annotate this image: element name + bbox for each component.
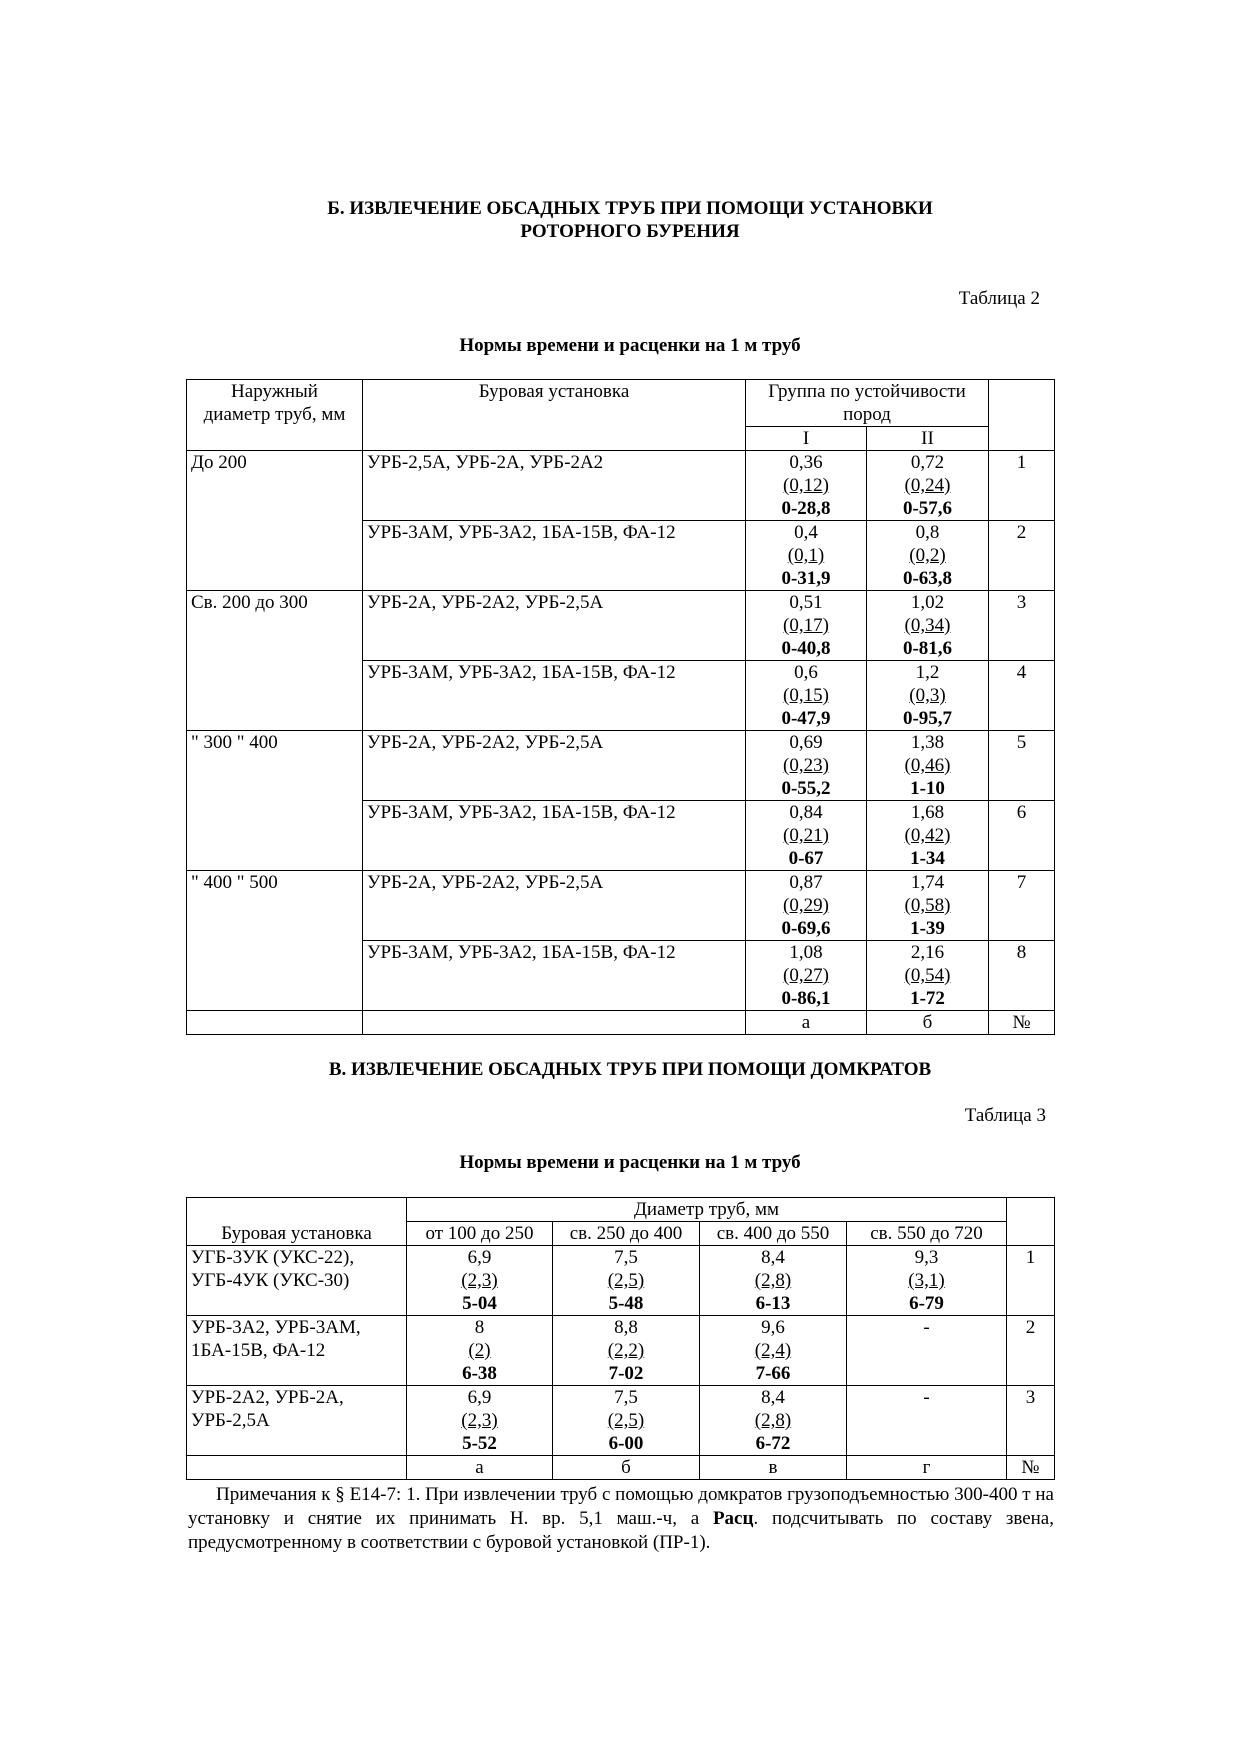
machine-hours: (2,4) xyxy=(754,1340,792,1361)
header-rig: Буровая установка xyxy=(187,1198,407,1246)
table-3-header-row xyxy=(187,1198,1055,1222)
rig-cell: УРБ-2А, УРБ-2А2, УРБ-2,5А xyxy=(363,591,746,661)
machine-hours: (2,2) xyxy=(607,1340,645,1361)
row-number: 8 xyxy=(989,941,1055,1011)
diameter-cell: До 200 xyxy=(187,451,363,591)
header-rock-group-line1: Группа по устойчивости xyxy=(768,381,966,402)
diameter-cell: " 400 " 500 xyxy=(187,871,363,1011)
footer-col-a: а xyxy=(746,1011,867,1035)
notes-paragraph xyxy=(188,1483,1054,1555)
group-1-cell xyxy=(746,591,867,661)
norm-value: 6,9 xyxy=(467,1247,492,1268)
header-diameter-line2: диаметр труб, мм xyxy=(203,404,346,425)
rate-value: 0-57,6 xyxy=(902,498,953,519)
diameter-value-cell xyxy=(407,1386,553,1456)
row-number: 1 xyxy=(1007,1246,1055,1316)
table-3-caption: Нормы времени и расценки на 1 м труб xyxy=(459,1152,801,1173)
row-number: 6 xyxy=(989,801,1055,871)
rig-name-line: 1БА-15В, ФА-12 xyxy=(191,1340,326,1361)
table-row xyxy=(187,871,1055,941)
header-diameter: Диаметр труб, мм xyxy=(407,1198,1007,1222)
table-2-caption: Нормы времени и расценки на 1 м труб xyxy=(459,335,801,356)
norm-value: 0,4 xyxy=(794,522,818,543)
diameter-value-cell xyxy=(553,1316,700,1386)
header-diameter-col: св. 400 до 550 xyxy=(700,1222,847,1246)
norm-value: 0,36 xyxy=(789,452,823,473)
header-group-1: I xyxy=(746,427,867,451)
table-2-footer-row xyxy=(187,1011,1055,1035)
rig-cell xyxy=(187,1316,407,1386)
norm-value: 2,16 xyxy=(910,942,945,963)
rig-name-line: УГБ-4УК (УКС-30) xyxy=(191,1270,350,1291)
table-row xyxy=(187,451,1055,521)
machine-hours: (0,17) xyxy=(783,615,829,636)
machine-hours: (2,3) xyxy=(461,1410,498,1431)
rate-value: 5-48 xyxy=(608,1293,644,1314)
diameter-value-cell xyxy=(847,1316,1007,1386)
rig-cell: УРБ-3АМ, УРБ-3А2, 1БА-15В, ФА-12 xyxy=(363,661,746,731)
header-rig: Буровая установка xyxy=(363,380,746,451)
norm-value: 0,72 xyxy=(910,452,945,473)
diameter-cell: " 300 " 400 xyxy=(187,731,363,871)
table-3 xyxy=(186,1197,1055,1480)
norm-value: 0,6 xyxy=(794,662,818,683)
rate-value: 7-66 xyxy=(755,1363,791,1384)
norm-value: 9,6 xyxy=(761,1317,785,1338)
machine-hours: (2,8) xyxy=(754,1270,792,1291)
norm-value: - xyxy=(923,1387,930,1408)
table-3-footer-row xyxy=(187,1456,1055,1480)
machine-hours: (3,1) xyxy=(908,1270,945,1291)
norm-value: - xyxy=(923,1317,930,1338)
machine-hours: (0,29) xyxy=(783,895,829,916)
notes-bold-term: Расц xyxy=(712,1508,754,1529)
rate-value: 0-67 xyxy=(788,848,824,869)
footer-col-label: г xyxy=(847,1456,1007,1480)
machine-hours: (0,21) xyxy=(783,825,829,846)
diameter-value-cell xyxy=(700,1386,847,1456)
machine-hours: (0,1) xyxy=(787,545,825,566)
diameter-value-cell xyxy=(553,1246,700,1316)
header-group-2: II xyxy=(867,427,989,451)
table-row xyxy=(187,1316,1055,1386)
row-number: 2 xyxy=(1007,1316,1055,1386)
machine-hours: (2,8) xyxy=(754,1410,792,1431)
diameter-value-cell xyxy=(847,1386,1007,1456)
rate-value: 6-00 xyxy=(608,1433,644,1454)
group-2-cell xyxy=(867,801,989,871)
machine-hours: (0,12) xyxy=(783,475,829,496)
header-diameter-col: от 100 до 250 xyxy=(407,1222,553,1246)
header-empty-cell xyxy=(989,380,1055,451)
rate-value: 6-79 xyxy=(909,1293,944,1314)
rate-value: 0-31,9 xyxy=(781,568,831,589)
rig-cell: УРБ-2А, УРБ-2А2, УРБ-2,5А xyxy=(363,871,746,941)
norm-value: 7,5 xyxy=(614,1387,638,1408)
norm-value: 8,4 xyxy=(761,1247,785,1268)
norm-value: 8,8 xyxy=(614,1317,638,1338)
norm-value: 1,38 xyxy=(910,732,945,753)
group-1-cell xyxy=(746,801,867,871)
rate-value: 5-52 xyxy=(462,1433,497,1454)
machine-hours: (2,3) xyxy=(461,1270,498,1291)
norm-value: 0,8 xyxy=(915,522,940,543)
footer-empty-cell xyxy=(363,1011,746,1035)
row-number: 2 xyxy=(989,521,1055,591)
table-2-label: Таблица 2 xyxy=(958,288,1040,309)
machine-hours: (2,5) xyxy=(607,1410,645,1431)
norm-value: 9,3 xyxy=(914,1247,939,1268)
norm-value: 0,84 xyxy=(789,802,823,823)
section-b-title-line1: Б. ИЗВЛЕЧЕНИЕ ОБСАДНЫХ ТРУБ ПРИ ПОМОЩИ УСТАНОВКИ xyxy=(327,198,933,219)
rate-value: 6-13 xyxy=(755,1293,791,1314)
group-2-cell xyxy=(867,591,989,661)
header-diameter-col: св. 250 до 400 xyxy=(553,1222,700,1246)
footer-col-label: б xyxy=(553,1456,700,1480)
diameter-value-cell xyxy=(407,1316,553,1386)
section-b-title xyxy=(180,197,1080,243)
rig-cell xyxy=(187,1386,407,1456)
machine-hours: (0,15) xyxy=(783,685,829,706)
rate-value: 0-47,9 xyxy=(781,708,831,729)
group-2-cell xyxy=(867,451,989,521)
footer-col-b: б xyxy=(867,1011,989,1035)
row-number: 3 xyxy=(989,591,1055,661)
machine-hours: (0,24) xyxy=(904,475,951,496)
header-diameter xyxy=(187,380,363,451)
group-2-cell xyxy=(867,661,989,731)
group-1-cell xyxy=(746,521,867,591)
norm-value: 0,51 xyxy=(789,592,823,613)
rig-cell: УРБ-3АМ, УРБ-3А2, 1БА-15В, ФА-12 xyxy=(363,801,746,871)
header-diameter-line1: Наружный xyxy=(231,381,318,402)
table-row xyxy=(187,731,1055,801)
footer-empty-cell xyxy=(187,1011,363,1035)
section-b-title-line2: РОТОРНОГО БУРЕНИЯ xyxy=(520,221,740,242)
diameter-value-cell xyxy=(553,1386,700,1456)
rig-name-line: УРБ-3А2, УРБ-3АМ, xyxy=(191,1317,361,1338)
row-number: 7 xyxy=(989,871,1055,941)
header-rock-group xyxy=(746,380,989,427)
group-2-cell xyxy=(867,521,989,591)
diameter-value-cell xyxy=(700,1246,847,1316)
rate-value: 5-04 xyxy=(462,1293,497,1314)
machine-hours: (2,5) xyxy=(607,1270,645,1291)
header-rock-group-line2: пород xyxy=(843,404,891,425)
rate-value: 7-02 xyxy=(608,1363,644,1384)
row-number: 3 xyxy=(1007,1386,1055,1456)
group-2-cell xyxy=(867,871,989,941)
rate-value: 6-38 xyxy=(462,1363,497,1384)
machine-hours: (0,42) xyxy=(904,825,951,846)
row-number: 5 xyxy=(989,731,1055,801)
section-v-title: В. ИЗВЛЕЧЕНИЕ ОБСАДНЫХ ТРУБ ПРИ ПОМОЩИ ДОМКРАТОВ xyxy=(328,1059,932,1080)
rate-value: 0-95,7 xyxy=(902,708,953,729)
rate-value: 0-55,2 xyxy=(781,778,831,799)
group-1-cell xyxy=(746,661,867,731)
rate-value: 1-34 xyxy=(910,848,945,869)
footer-col-label: в xyxy=(700,1456,847,1480)
rig-name-line: УРБ-2,5А xyxy=(191,1410,270,1431)
norm-value: 0,87 xyxy=(789,872,823,893)
machine-hours: (0,34) xyxy=(904,615,951,636)
header-empty-cell xyxy=(1007,1198,1055,1246)
rig-cell: УРБ-2,5А, УРБ-2А, УРБ-2А2 xyxy=(363,451,746,521)
machine-hours: (0,46) xyxy=(904,755,951,776)
norm-value: 0,69 xyxy=(789,732,823,753)
rate-value: 0-28,8 xyxy=(781,498,831,519)
group-2-cell xyxy=(867,731,989,801)
diameter-cell: Св. 200 до 300 xyxy=(187,591,363,731)
norm-value: 1,68 xyxy=(910,802,945,823)
header-diameter-col: св. 550 до 720 xyxy=(847,1222,1007,1246)
rate-value: 6-72 xyxy=(755,1433,791,1454)
footer-empty-cell xyxy=(187,1456,407,1480)
group-1-cell xyxy=(746,871,867,941)
rig-cell: УРБ-3АМ, УРБ-3А2, 1БА-15В, ФА-12 xyxy=(363,521,746,591)
norm-value: 1,74 xyxy=(910,872,945,893)
group-1-cell xyxy=(746,941,867,1011)
table-row xyxy=(187,591,1055,661)
machine-hours: (0,23) xyxy=(783,755,829,776)
group-1-cell xyxy=(746,731,867,801)
rate-value: 0-69,6 xyxy=(781,918,831,939)
diameter-value-cell xyxy=(700,1316,847,1386)
rig-name-line: УРБ-2А2, УРБ-2А, xyxy=(191,1387,344,1408)
rate-value: 1-10 xyxy=(910,778,945,799)
machine-hours: (0,27) xyxy=(783,965,829,986)
machine-hours: (0,2) xyxy=(909,545,946,566)
table-3-label: Таблица 3 xyxy=(964,1105,1046,1126)
rig-cell: УРБ-2А, УРБ-2А2, УРБ-2,5А xyxy=(363,731,746,801)
table-2 xyxy=(186,379,1055,1035)
machine-hours: (2) xyxy=(468,1340,491,1361)
table-row xyxy=(187,1386,1055,1456)
rig-cell: УРБ-3АМ, УРБ-3А2, 1БА-15В, ФА-12 xyxy=(363,941,746,1011)
machine-hours: (0,54) xyxy=(904,965,951,986)
rate-value: 1-72 xyxy=(910,988,945,1009)
row-number: 1 xyxy=(989,451,1055,521)
rate-value: 0-40,8 xyxy=(781,638,831,659)
notes-text-part1: Примечания к § Е14-7: 1. При извлечении труб с помощью домкратов грузоподъемностью 300-400 т на установку и снятие их принимать Н. вр. 5,1 маш.-ч, а xyxy=(188,1484,1054,1529)
rate-value: 0-81,6 xyxy=(902,638,953,659)
group-2-cell xyxy=(867,941,989,1011)
footer-col-label: а xyxy=(407,1456,553,1480)
group-1-cell xyxy=(746,451,867,521)
rate-value: 0-63,8 xyxy=(902,568,953,589)
rate-value: 0-86,1 xyxy=(781,988,831,1009)
rig-name-line: УГБ-3УК (УКС-22), xyxy=(191,1247,355,1268)
rig-cell xyxy=(187,1246,407,1316)
norm-value: 1,2 xyxy=(915,662,940,683)
diameter-value-cell xyxy=(407,1246,553,1316)
notes-text-part2: . подсчитывать по составу звена, предусмотренному в соответствии с буровой установкой (ПР-1). xyxy=(188,1508,1054,1553)
diameter-value-cell xyxy=(847,1246,1007,1316)
norm-value: 8 xyxy=(474,1317,485,1338)
norm-value: 1,02 xyxy=(910,592,945,613)
norm-value: 6,9 xyxy=(467,1387,492,1408)
table-2-header-row xyxy=(187,380,1055,427)
table-row xyxy=(187,1246,1055,1316)
rate-value: 1-39 xyxy=(910,918,945,939)
machine-hours: (0,3) xyxy=(909,685,946,706)
norm-value: 1,08 xyxy=(789,942,823,963)
footer-col-num: № xyxy=(989,1011,1055,1035)
norm-value: 8,4 xyxy=(761,1387,785,1408)
footer-col-label: № xyxy=(1007,1456,1055,1480)
row-number: 4 xyxy=(989,661,1055,731)
machine-hours: (0,58) xyxy=(904,895,951,916)
norm-value: 7,5 xyxy=(614,1247,638,1268)
